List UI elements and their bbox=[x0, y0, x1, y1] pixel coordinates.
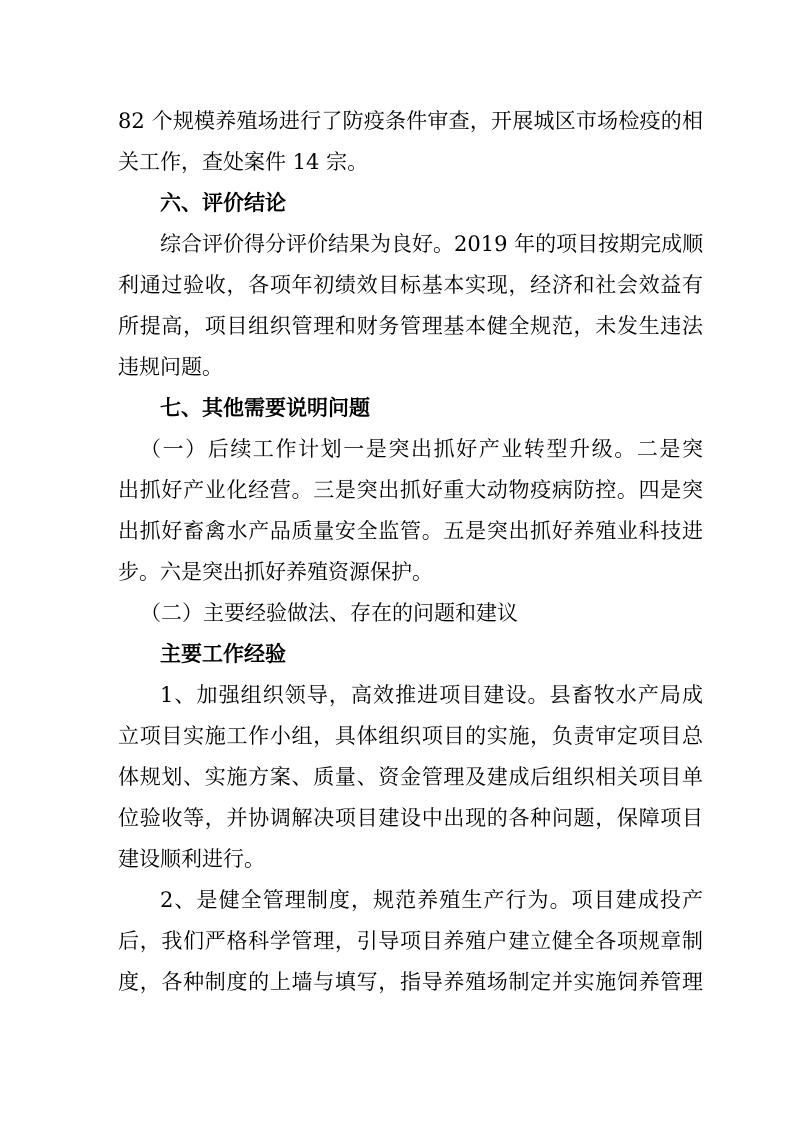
paragraph-line: 综合评价得分评价结果为良好。2019 年的项目按期完成顺 bbox=[160, 232, 703, 256]
paragraph-line: 出抓好产业化经营。三是突出抓好重大动物疫病防控。四是突 bbox=[118, 478, 703, 502]
paragraph-line: 利通过验收，各项年初绩效目标基本实现，经济和社会效益有 bbox=[118, 273, 703, 297]
section-heading: 七、其他需要说明问题 bbox=[160, 396, 370, 420]
section-heading: 六、评价结论 bbox=[160, 191, 286, 215]
paragraph-line: 违规问题。 bbox=[118, 355, 223, 379]
paragraph-line: 立项目实施工作小组，具体组织项目的实施，负责审定项目总 bbox=[118, 724, 703, 748]
subsection-heading: （二）主要经验做法、存在的问题和建议 bbox=[140, 601, 518, 625]
paragraph-line: 步。六是突出抓好养殖资源保护。 bbox=[118, 560, 433, 584]
paragraph-line: 出抓好畜禽水产品质量安全监管。五是突出抓好养殖业科技进 bbox=[118, 519, 703, 543]
paragraph-line: 后，我们严格科学管理，引导项目养殖户建立健全各项规章制 bbox=[118, 929, 703, 953]
paragraph-line: 体规划、实施方案、质量、资金管理及建成后组织相关项目单 bbox=[118, 765, 703, 789]
paragraph-line: （一）后续工作计划一是突出抓好产业转型升级。二是突 bbox=[140, 437, 703, 461]
paragraph-line: 关工作，查处案件 14 宗。 bbox=[118, 150, 369, 174]
paragraph-line: 位验收等，并协调解决项目建设中出现的各种问题，保障项目 bbox=[118, 806, 703, 830]
paragraph-line: 82 个规模养殖场进行了防疫条件审查，开展城区市场检疫的相 bbox=[118, 109, 703, 133]
paragraph-line: 度，各种制度的上墙与填写，指导养殖场制定并实施饲养管理 bbox=[118, 970, 703, 994]
paragraph-line: 2、是健全管理制度，规范养殖生产行为。项目建成投产 bbox=[160, 888, 703, 912]
paragraph-line: 1、加强组织领导，高效推进项目建设。县畜牧水产局成 bbox=[160, 683, 703, 707]
section-heading: 主要工作经验 bbox=[160, 642, 286, 666]
paragraph-line: 建设顺利进行。 bbox=[118, 847, 265, 871]
paragraph-line: 所提高，项目组织管理和财务管理基本健全规范，未发生违法 bbox=[118, 314, 703, 338]
